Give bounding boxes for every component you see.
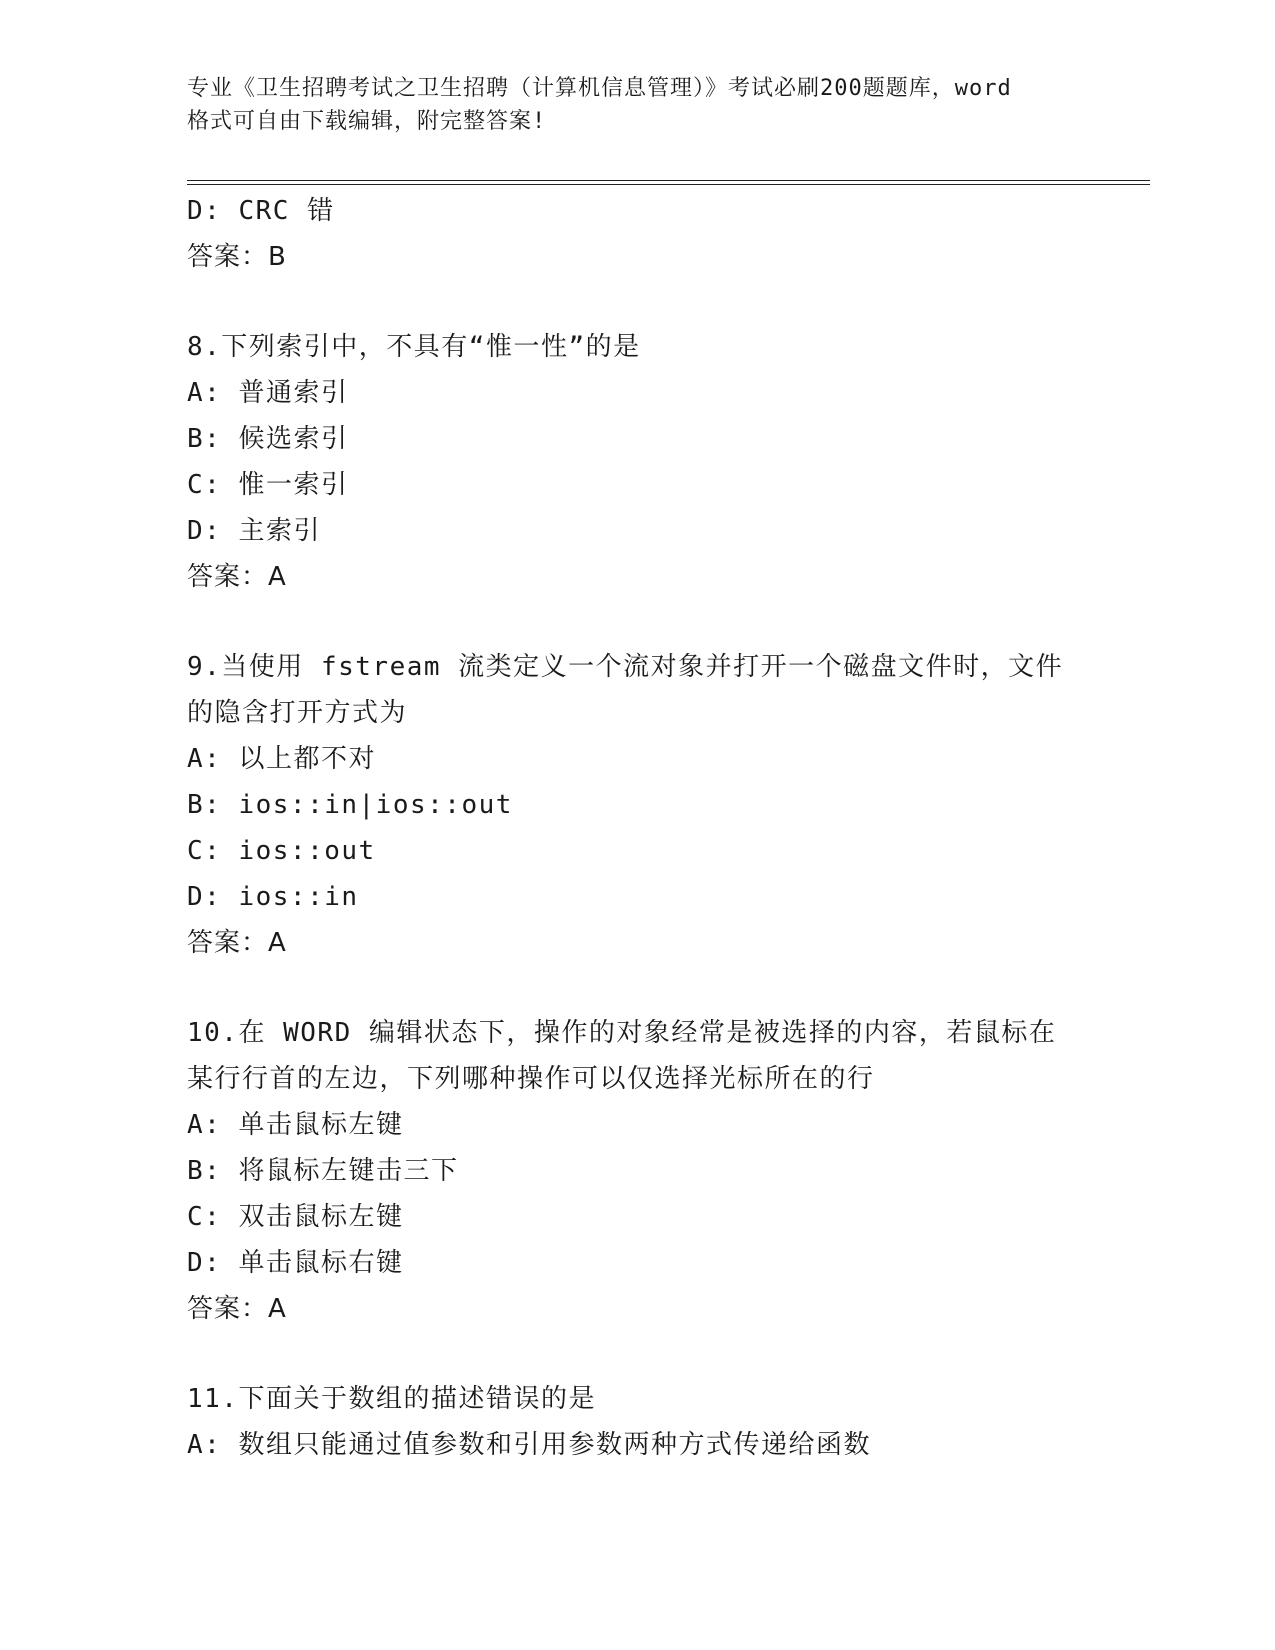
question-10-stem-line-2: 某行行首的左边，下列哪种操作可以仅选择光标所在的行 [187,1064,875,1094]
question-10-option-c: C: 双击鼠标左键 [187,1202,404,1232]
question-11-option-a: A: 数组只能通过值参数和引用参数两种方式传递给函数 [187,1430,871,1460]
question-10-stem-line-1: 10.在 WORD 编辑状态下，操作的对象经常是被选择的内容，若鼠标在 [187,1018,1057,1048]
question-9 [187,644,1087,966]
header-divider-top [187,180,1150,181]
question-8-option-b: B: 候选索引 [187,424,349,454]
prev-answer: 答案：B [187,242,287,272]
question-11-stem: 11.下面关于数组的描述错误的是 [187,1384,596,1414]
question-8-option-d: D: 主索引 [187,516,321,546]
question-9-answer: 答案：A [187,928,287,958]
spacer [187,600,1087,644]
question-9-stem-line-1: 9.当使用 fstream 流类定义一个流对象并打开一个磁盘文件时，文件 [187,652,1064,682]
header-divider-bottom [187,184,1150,185]
question-8-option-a: A: 普通索引 [187,378,349,408]
question-10-option-d: D: 单击鼠标右键 [187,1248,404,1278]
question-9-option-c: C: ios::out [187,836,376,866]
header-line-2: 格式可自由下载编辑，附完整答案! [187,109,547,134]
document-header [187,72,1087,138]
header-line-1: 专业《卫生招聘考试之卫生招聘（计算机信息管理）》考试必刷200题题库，word [187,76,1012,101]
question-9-option-b: B: ios::in|ios::out [187,790,513,820]
spacer [187,966,1087,1010]
question-9-option-a: A: 以上都不对 [187,744,376,774]
question-8-option-c: C: 惟一索引 [187,470,349,500]
question-10-answer: 答案：A [187,1294,287,1324]
question-10 [187,1010,1087,1332]
question-10-option-b: B: 将鼠标左键击三下 [187,1156,459,1186]
spacer [187,280,1087,324]
question-8-stem: 8.下列索引中，不具有“惟一性”的是 [187,332,641,362]
prev-option-d: D: CRC 错 [187,196,335,226]
question-9-stem-line-2: 的隐含打开方式为 [187,698,408,728]
spacer [187,1332,1087,1376]
question-11 [187,1376,1087,1468]
document-body [187,188,1087,1468]
question-8-answer: 答案：A [187,562,287,592]
question-10-option-a: A: 单击鼠标左键 [187,1110,404,1140]
question-8 [187,324,1087,600]
question-9-option-d: D: ios::in [187,882,359,912]
